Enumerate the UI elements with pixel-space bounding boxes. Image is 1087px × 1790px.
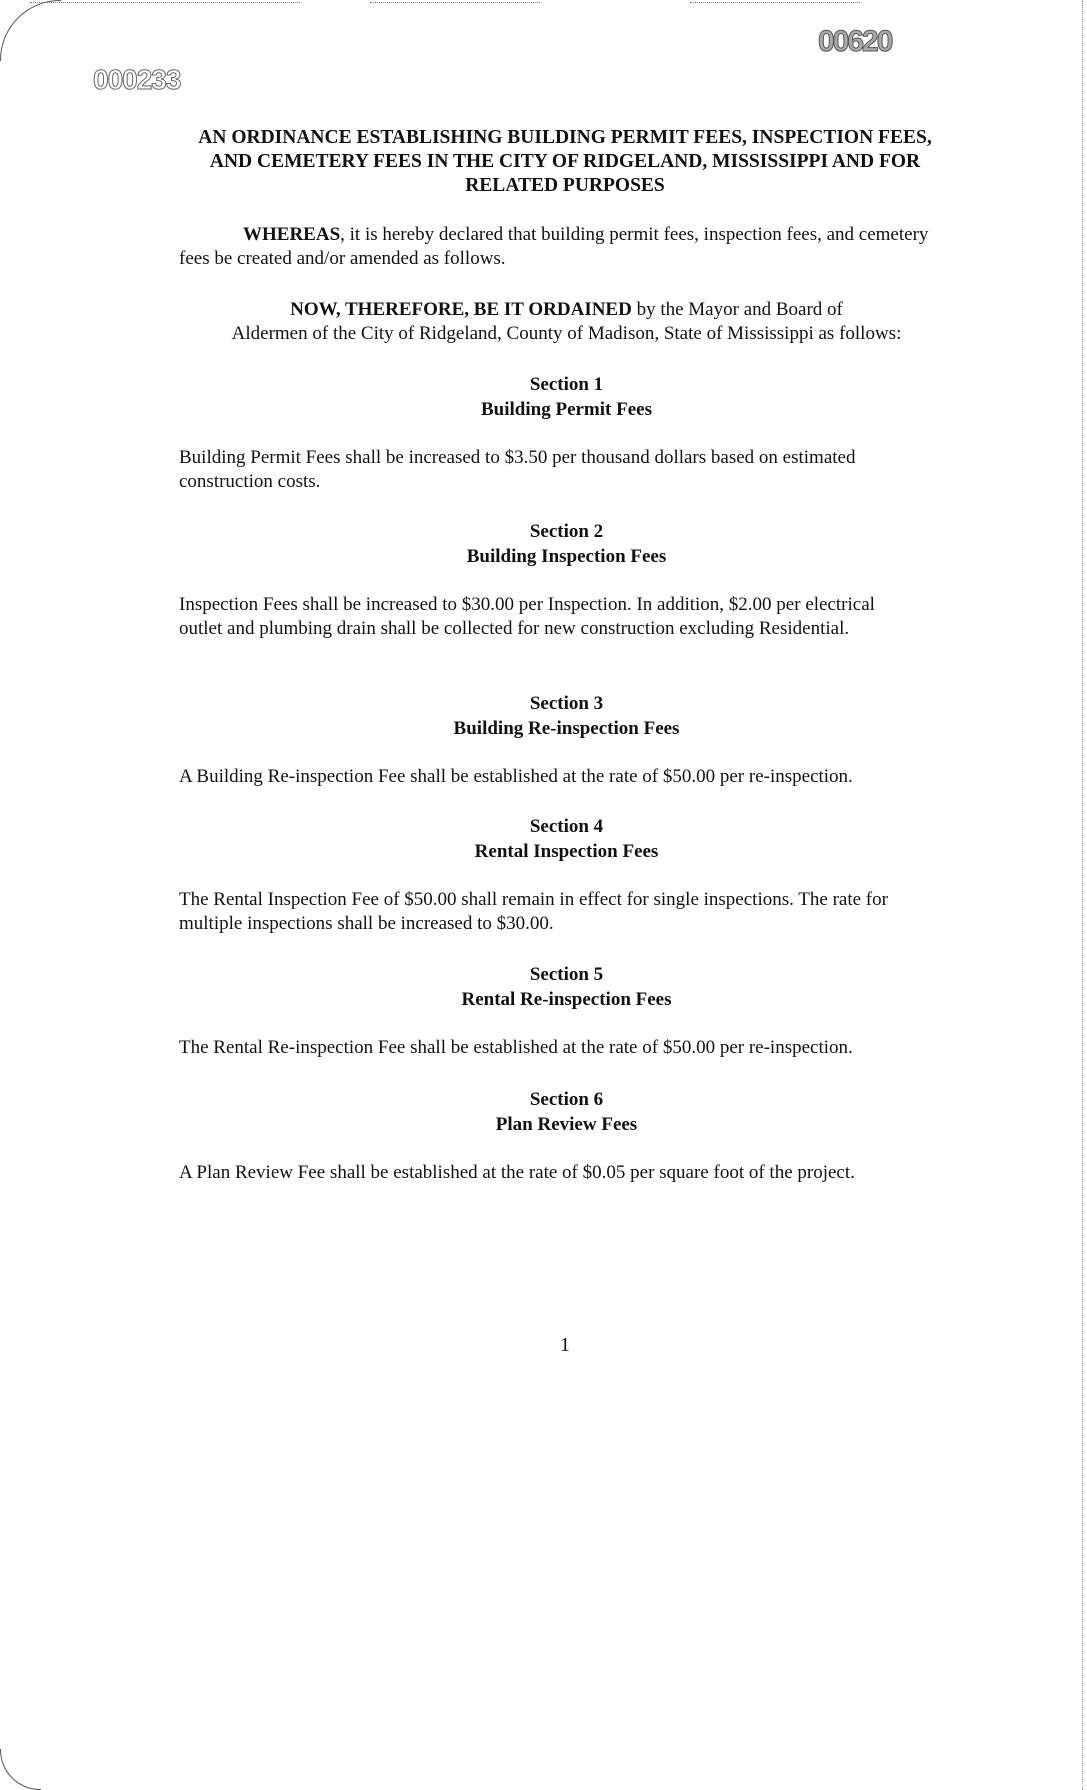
scan-edge-right [1082, 0, 1083, 1790]
ordained-clause [179, 298, 954, 346]
scan-edge-top [30, 2, 300, 3]
section-number: Section 4 [529, 816, 604, 837]
section-number: Section 3 [529, 693, 604, 714]
section-6-header [179, 1087, 954, 1137]
section-number: Section 1 [529, 374, 604, 395]
section-4-header [179, 814, 954, 864]
section-number: Section 6 [529, 1089, 604, 1110]
whereas-clause [179, 223, 954, 271]
whereas-text: , it is hereby declared that building permit fees, inspection fees, and cemetery fees be created and/or amended as follows. [179, 224, 929, 269]
section-heading: Building Permit Fees [481, 399, 652, 420]
section-3-body: A Building Re-inspection Fee shall be established at the rate of $50.00 per re-inspection. [179, 766, 853, 787]
ordained-line-1 [179, 298, 954, 322]
document-stamp-left: 000233 [93, 64, 181, 95]
scan-edge-top [370, 2, 540, 3]
section-2-header [179, 519, 954, 569]
ordained-line-2: Aldermen of the City of Ridgeland, County of Madison, State of Mississippi as follows: [231, 323, 902, 344]
section-2-body: Inspection Fees shall be increased to $30.00 per Inspection. In addition, $2.00 per electrical outlet and plumbing drain shall be collected for new construction excluding Residential. [179, 594, 875, 639]
scan-corner-bottom-left [0, 1749, 41, 1790]
section-number: Section 5 [529, 964, 604, 985]
section-heading: Building Inspection Fees [466, 546, 667, 567]
ordinance-title: AN ORDINANCE ESTABLISHING BUILDING PERMIT FEES, INSPECTION FEES, AND CEMETERY FEES IN THE CITY OF RIDGELAND, MISSISSIPPI AND FOR RELATED PURPOSES [198, 127, 932, 196]
section-number: Section 2 [529, 521, 604, 542]
section-heading: Rental Re-inspection Fees [461, 989, 672, 1010]
scan-edge-top [690, 2, 860, 3]
section-5-header [179, 962, 954, 1012]
ordained-lead: NOW, THEREFORE, BE IT ORDAINED [290, 299, 632, 320]
section-1-header [179, 372, 954, 422]
document-stamp-right: 00620 [818, 25, 892, 58]
page-number: 1 [560, 1334, 570, 1356]
section-heading: Building Re-inspection Fees [453, 718, 680, 739]
ordained-text-1: by the Mayor and Board of [631, 299, 843, 320]
section-1-body: Building Permit Fees shall be increased to $3.50 per thousand dollars based on estimated construction costs. [179, 447, 856, 492]
section-4-body: The Rental Inspection Fee of $50.00 shall remain in effect for single inspections. The rate for multiple inspections shall be increased to $30.00. [179, 889, 888, 934]
scan-corner-top-left [0, 0, 61, 61]
whereas-lead: WHEREAS [243, 224, 341, 245]
section-5-body: The Rental Re-inspection Fee shall be established at the rate of $50.00 per re-inspection. [179, 1037, 853, 1058]
section-3-header [179, 691, 954, 741]
section-heading: Plan Review Fees [495, 1114, 638, 1135]
section-heading: Rental Inspection Fees [474, 841, 659, 862]
section-6-body: A Plan Review Fee shall be established at the rate of $0.05 per square foot of the project. [179, 1162, 855, 1183]
